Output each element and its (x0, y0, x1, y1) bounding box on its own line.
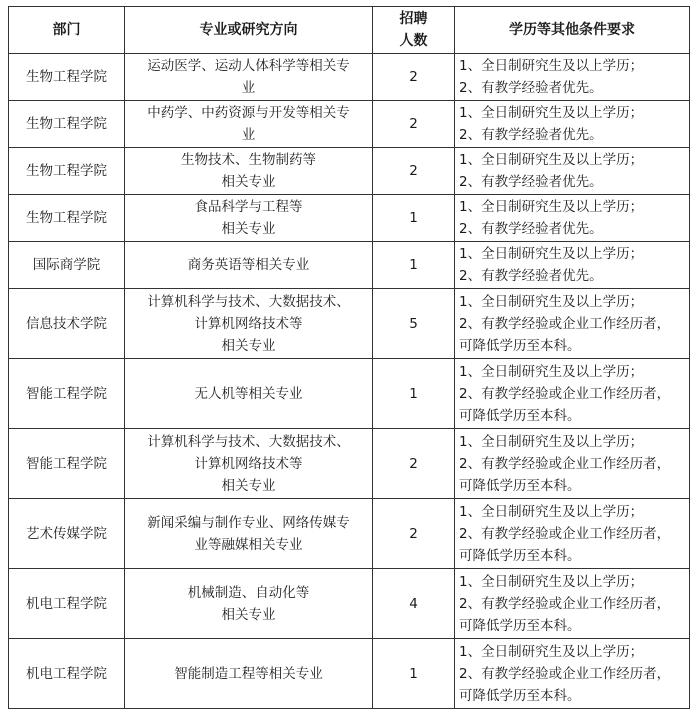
table-row (9, 289, 690, 359)
major-line: 运动医学、运动人体科学等相关专 (147, 58, 350, 74)
cell-count: 1 (373, 639, 455, 709)
cell-count: 5 (373, 289, 455, 359)
requirement-line: 2、有教学经验或企业工作经历者， (459, 525, 671, 542)
cell-count: 2 (373, 429, 455, 499)
cell-requirements (455, 148, 690, 195)
cell-requirements (455, 639, 690, 709)
table-row (9, 429, 690, 499)
cell-major (125, 639, 373, 709)
requirement-line: 2、有教学经验者优先。 (459, 268, 603, 284)
cell-department: 生物工程学院 (9, 195, 125, 242)
major-line: 新闻采编与制作专业、网络传媒专 (147, 514, 350, 531)
cell-count: 2 (373, 101, 455, 148)
requirement-line: 可降低学历至本科。 (459, 547, 581, 564)
requirement-line: 1、全日制研究生及以上学历； (459, 293, 644, 310)
header-department: 部门 (9, 7, 125, 54)
cell-major (125, 359, 373, 429)
major-line: 商务英语等相关专业 (187, 257, 310, 273)
cell-department: 生物工程学院 (9, 101, 125, 148)
cell-requirements (455, 429, 690, 499)
cell-requirements (455, 242, 690, 289)
requirement-line: 可降低学历至本科。 (459, 337, 581, 354)
cell-count: 2 (373, 54, 455, 101)
cell-count: 4 (373, 569, 455, 639)
cell-department: 生物工程学院 (9, 148, 125, 195)
cell-department: 机电工程学院 (9, 639, 125, 709)
cell-department: 国际商学院 (9, 242, 125, 289)
cell-count: 2 (373, 148, 455, 195)
header-count-line2: 人数 (399, 33, 428, 49)
cell-major (125, 289, 373, 359)
major-line: 生物技术、生物制药等 (181, 152, 316, 168)
cell-requirements (455, 359, 690, 429)
requirement-line: 2、有教学经验者优先。 (459, 221, 603, 237)
major-line: 计算机科学与技术、大数据技术、 (147, 433, 350, 450)
requirement-line: 2、有教学经验者优先。 (459, 174, 603, 190)
table-row (9, 499, 690, 569)
header-major: 专业或研究方向 (125, 7, 373, 54)
cell-department: 机电工程学院 (9, 569, 125, 639)
requirement-line: 2、有教学经验者优先。 (459, 80, 603, 96)
major-line: 业 (241, 80, 256, 96)
table-row (9, 195, 690, 242)
header-count (373, 7, 455, 54)
requirement-line: 2、有教学经验或企业工作经历者， (459, 315, 671, 332)
requirement-line: 2、有教学经验者优先。 (459, 127, 603, 143)
cell-department: 艺术传媒学院 (9, 499, 125, 569)
cell-major (125, 499, 373, 569)
table-row (9, 54, 690, 101)
cell-requirements (455, 499, 690, 569)
cell-count: 2 (373, 499, 455, 569)
requirement-line: 1、全日制研究生及以上学历； (459, 152, 644, 168)
cell-requirements (455, 289, 690, 359)
requirement-line: 2、有教学经验或企业工作经历者， (459, 595, 671, 612)
major-line: 相关专业 (221, 174, 276, 190)
cell-count: 1 (373, 242, 455, 289)
major-line: 中药学、中药资源与开发等相关专 (147, 105, 350, 121)
table-body (9, 54, 690, 709)
requirement-line: 1、全日制研究生及以上学历； (459, 246, 644, 262)
cell-major (125, 242, 373, 289)
recruitment-table (8, 6, 690, 709)
table-row (9, 148, 690, 195)
cell-department: 生物工程学院 (9, 54, 125, 101)
requirement-line: 1、全日制研究生及以上学历； (459, 363, 644, 380)
major-line: 相关专业 (221, 477, 276, 494)
cell-requirements (455, 101, 690, 148)
table-row (9, 569, 690, 639)
requirement-line: 1、全日制研究生及以上学历； (459, 503, 644, 520)
major-line: 智能制造工程等相关专业 (174, 665, 323, 682)
table-row (9, 359, 690, 429)
header-count-line1: 招聘 (399, 11, 428, 27)
requirement-line: 可降低学历至本科。 (459, 407, 581, 424)
cell-requirements (455, 54, 690, 101)
major-line: 食品科学与工程等 (194, 199, 303, 215)
major-line: 业 (241, 127, 256, 143)
cell-major (125, 148, 373, 195)
cell-count: 1 (373, 359, 455, 429)
cell-department: 信息技术学院 (9, 289, 125, 359)
cell-major (125, 54, 373, 101)
requirement-line: 可降低学历至本科。 (459, 477, 581, 494)
requirement-line: 1、全日制研究生及以上学历； (459, 105, 644, 121)
cell-department: 智能工程学院 (9, 429, 125, 499)
major-line: 相关专业 (221, 606, 276, 623)
cell-requirements (455, 569, 690, 639)
requirement-line: 2、有教学经验或企业工作经历者， (459, 665, 671, 682)
requirement-line: 2、有教学经验或企业工作经历者， (459, 385, 671, 402)
cell-major (125, 195, 373, 242)
requirement-line: 可降低学历至本科。 (459, 687, 581, 704)
cell-count: 1 (373, 195, 455, 242)
major-line: 无人机等相关专业 (194, 385, 303, 402)
major-line: 计算机网络技术等 (194, 315, 303, 332)
major-line: 计算机网络技术等 (194, 455, 303, 472)
cell-major (125, 429, 373, 499)
requirement-line: 1、全日制研究生及以上学历； (459, 58, 644, 74)
requirement-line: 1、全日制研究生及以上学历； (459, 199, 644, 215)
requirement-line: 1、全日制研究生及以上学历； (459, 573, 644, 590)
requirement-line: 2、有教学经验或企业工作经历者， (459, 455, 671, 472)
cell-major (125, 101, 373, 148)
header-requirements: 学历等其他条件要求 (455, 7, 690, 54)
major-line: 相关专业 (221, 337, 276, 354)
major-line: 计算机科学与技术、大数据技术、 (147, 293, 350, 310)
requirement-line: 1、全日制研究生及以上学历； (459, 643, 644, 660)
cell-requirements (455, 195, 690, 242)
requirement-line: 1、全日制研究生及以上学历； (459, 433, 644, 450)
requirement-line: 可降低学历至本科。 (459, 617, 581, 634)
table-row (9, 242, 690, 289)
table-row (9, 101, 690, 148)
table-header-row (9, 7, 690, 54)
major-line: 相关专业 (221, 221, 276, 237)
major-line: 业等融媒相关专业 (194, 536, 303, 553)
cell-major (125, 569, 373, 639)
table-row (9, 639, 690, 709)
cell-department: 智能工程学院 (9, 359, 125, 429)
major-line: 机械制造、自动化等 (187, 584, 310, 601)
